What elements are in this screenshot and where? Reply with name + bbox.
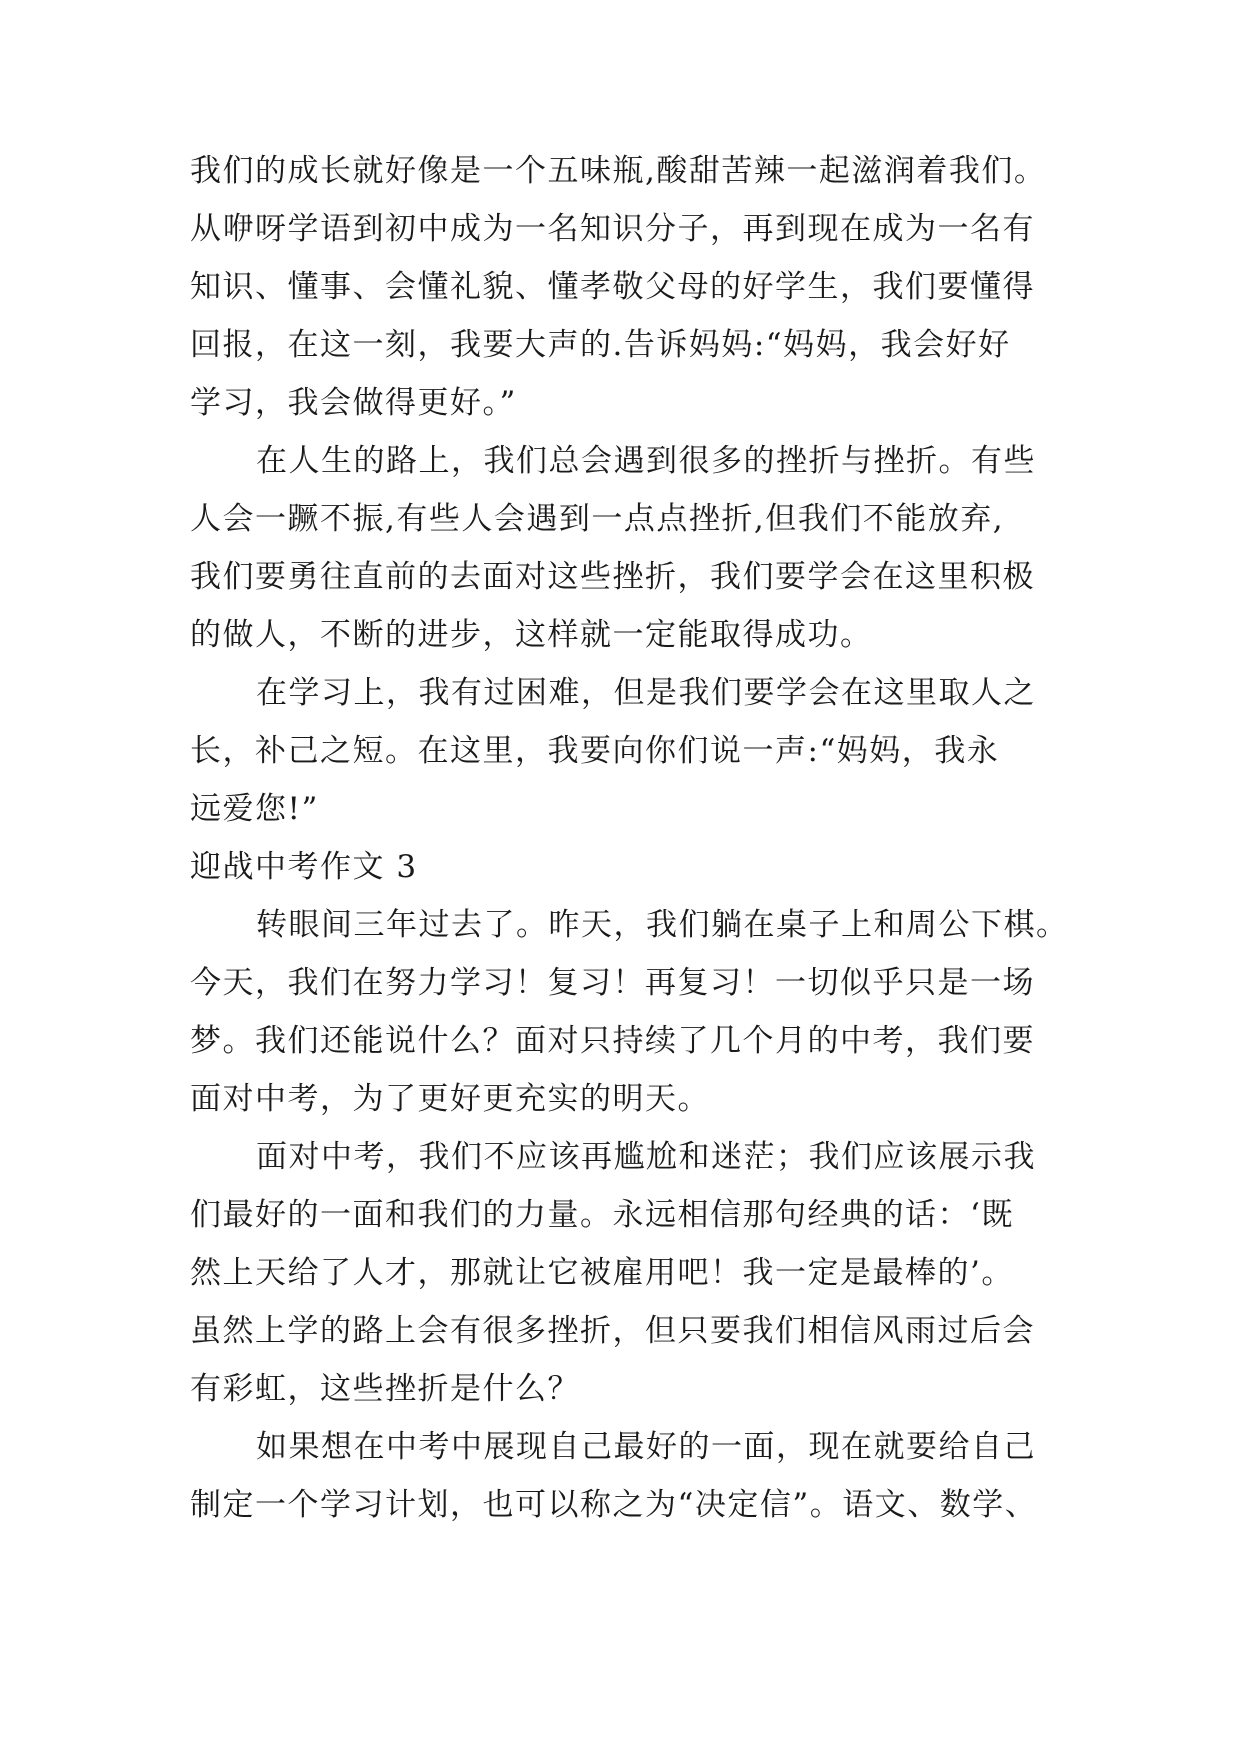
- section-heading: 迎战中考作文 3: [190, 849, 418, 885]
- paragraph-start-line: 如果想在中考中展现自己最好的一面，现在就要给自己: [256, 1429, 1036, 1465]
- text-line-9: 的做人，不断的进步，这样就一定能取得成功。: [190, 617, 873, 653]
- text-line-21: 虽然上学的路上会有很多挫折，但只要我们相信风雨过后会: [190, 1313, 1035, 1349]
- paragraph-start-line: 在人生的路上，我们总会遇到很多的挫折与挫折。有些: [256, 443, 1036, 479]
- paragraph-start-line: 在学习上，我有过困难，但是我们要学会在这里取人之: [256, 675, 1036, 711]
- text-line-22: 有彩虹，这些挫折是什么？: [190, 1371, 580, 1407]
- text-line-15: 今天，我们在努力学习！复习！再复习！一切似乎只是一场: [190, 965, 1035, 1001]
- text-line-19: 们最好的一面和我们的力量。永远相信那句经典的话：‘既: [190, 1197, 1014, 1233]
- text-line-12: 远爱您!”: [190, 791, 319, 827]
- text-line-4: 回报，在这一刻，我要大声的.告诉妈妈:“妈妈，我会好好: [190, 327, 1011, 363]
- text-line-20: 然上天给了人才，那就让它被雇用吧！我一定是最棒的’。: [190, 1255, 1014, 1291]
- text-line-1: 我们的成长就好像是一个五味瓶,酸甜苦辣一起滋润着我们。: [190, 153, 1047, 189]
- text-line-17: 面对中考，为了更好更充实的明天。: [190, 1081, 710, 1117]
- text-line-2: 从咿呀学语到初中成为一名知识分子，再到现在成为一名有: [190, 211, 1035, 247]
- paragraph-start-line: 转眼间三年过去了。昨天，我们躺在桌子上和周公下棋。: [256, 907, 1069, 943]
- text-line-24: 制定一个学习计划，也可以称之为“决定信”。语文、数学、: [190, 1487, 1038, 1523]
- text-line-3: 知识、懂事、会懂礼貌、懂孝敬父母的好学生，我们要懂得: [190, 269, 1035, 305]
- text-line-8: 我们要勇往直前的去面对这些挫折，我们要学会在这里积极: [190, 559, 1035, 595]
- text-line-7: 人会一蹶不振,有些人会遇到一点点挫折,但我们不能放弃,: [190, 501, 1005, 537]
- text-line-11: 长，补己之短。在这里，我要向你们说一声:“妈妈，我永: [190, 733, 1000, 769]
- paragraph-start-line: 面对中考，我们不应该再尴尬和迷茫；我们应该展示我: [256, 1139, 1036, 1175]
- text-line-16: 梦。我们还能说什么？面对只持续了几个月的中考，我们要: [190, 1023, 1035, 1059]
- text-line-5: 学习，我会做得更好。”: [190, 385, 517, 421]
